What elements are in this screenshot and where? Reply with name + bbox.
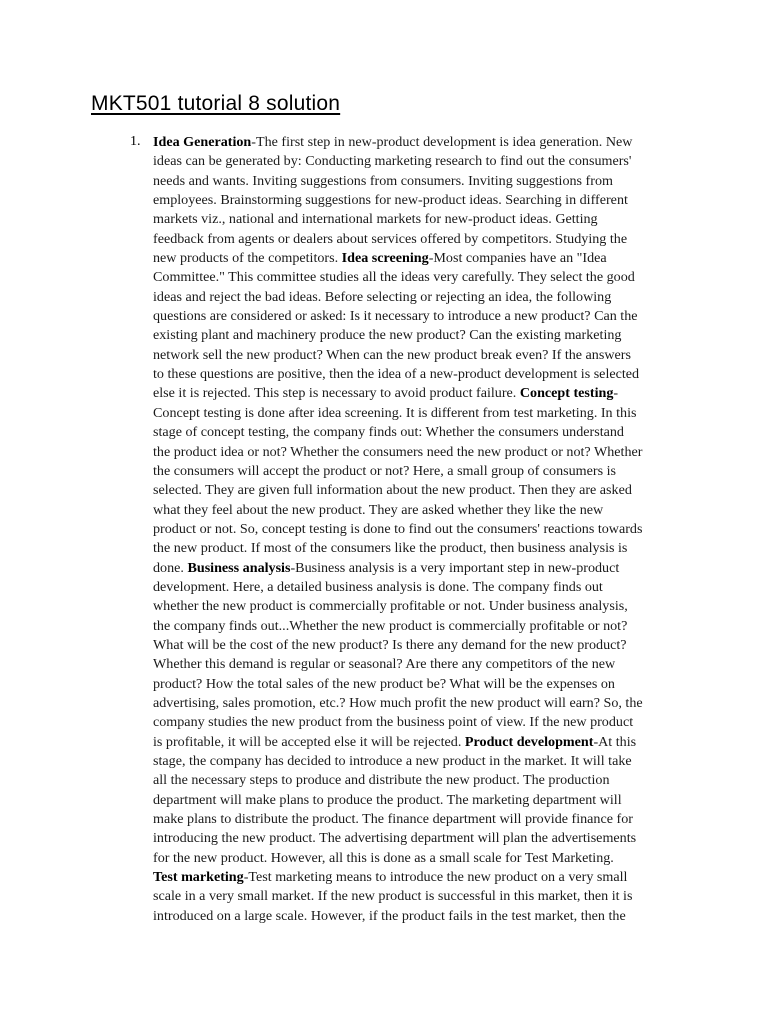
line-text: else it is rejected. This step is necessary to avoid product failure. <box>153 385 520 402</box>
line-text: make plans to distribute the product. The finance department will provide finance for <box>153 811 633 828</box>
text-line <box>153 133 685 152</box>
line-text: ideas and reject the bad ideas. Before selecting or rejecting an idea, the following <box>153 288 612 305</box>
text-line <box>153 501 685 520</box>
line-text: advertising, sales promotion, etc.? How much profit the new product will earn? So, the <box>153 694 643 711</box>
line-text: the product idea or not? Whether the consumers need the new product or not? Whether <box>153 443 643 460</box>
text-line <box>153 210 685 229</box>
step-heading: Idea screening <box>341 250 429 267</box>
line-text: the consumers will accept the product or not? Here, a small group of consumers is <box>153 462 617 479</box>
text-line <box>153 307 685 326</box>
line-text: department will make plans to produce the product. The marketing department will <box>153 791 622 808</box>
line-text: -Test marketing means to introduce the new product on a very small <box>243 869 628 886</box>
text-line <box>153 694 685 713</box>
text-line <box>153 578 685 597</box>
text-line <box>153 907 685 926</box>
line-text: existing plant and machinery produce the new product? Can the existing marketing <box>153 327 622 344</box>
line-text: the new product. If most of the consumers like the product, then business analysis is <box>153 540 628 557</box>
text-line <box>153 597 685 616</box>
document-title: MKT501 tutorial 8 solution <box>91 92 341 115</box>
line-text: -The first step in new-product development is idea generation. New <box>251 134 633 150</box>
text-line <box>153 655 685 674</box>
text-line <box>153 810 685 829</box>
text-line <box>153 520 685 539</box>
text-line <box>153 771 685 790</box>
line-text: the company finds out...Whether the new product is commercially profitable or not? <box>153 617 628 634</box>
line-text: -Most companies have an "Idea <box>428 250 607 267</box>
line-text: done. <box>153 559 188 576</box>
text-line <box>153 829 685 848</box>
text-line <box>153 384 685 403</box>
line-text: selected. They are given full information about the new product. Then they are asked <box>153 482 632 499</box>
line-text: -At this <box>593 733 637 750</box>
text-line <box>153 172 685 191</box>
list-item-body <box>153 133 685 933</box>
step-heading: Business analysis <box>187 559 291 576</box>
text-line <box>153 752 685 771</box>
line-text: whether the new product is commercially profitable or not. Under business analysis, <box>153 598 628 615</box>
line-text: network sell the new product? When can the new product break even? If the answers <box>153 346 631 363</box>
line-text: Whether this demand is regular or seasonal? Are there any competitors of the new <box>153 656 616 673</box>
line-text: markets viz., national and international markets for new-product ideas. Getting <box>153 211 598 228</box>
line-text: to these questions are positive, then the idea of a new-product development is selected <box>153 366 640 383</box>
line-text: Concept testing is done after idea screening. It is different from test marketing. In this <box>153 404 637 421</box>
text-line <box>153 423 685 442</box>
text-line <box>153 230 685 249</box>
text-line <box>153 636 685 655</box>
line-text: is profitable, it will be accepted else it will be rejected. <box>153 733 465 750</box>
text-line <box>153 887 685 906</box>
text-line <box>153 675 685 694</box>
text-line <box>153 268 685 287</box>
line-text: questions are considered or asked: Is it necessary to introduce a new product? Can the <box>153 308 638 325</box>
text-line <box>153 868 685 887</box>
text-line <box>153 539 685 558</box>
line-text: stage of concept testing, the company finds out: Whether the consumers understand <box>153 424 624 441</box>
line-text: stage, the company has decided to introduce a new product in the market. It will take <box>153 753 632 769</box>
line-text: what they feel about the new product. They are asked whether they like the new <box>153 501 604 518</box>
text-line <box>153 443 685 462</box>
line-text: introducing the new product. The advertising department will plan the advertisements <box>153 830 637 847</box>
text-line <box>153 326 685 345</box>
line-text: feedback from agents or dealers about services offered by competitors. Studying the <box>153 230 628 247</box>
text-line <box>153 733 685 752</box>
line-text: product or not. So, concept testing is done to find out the consumers' reactions towards <box>153 520 643 537</box>
text-line <box>153 791 685 810</box>
line-text: product? How the total sales of the new product be? What will be the expenses on <box>153 675 615 692</box>
text-line <box>153 346 685 365</box>
line-text: new products of the competitors. <box>153 250 342 267</box>
text-line <box>153 559 685 578</box>
line-text: What will be the cost of the new product? Is there any demand for the new product? <box>153 636 627 653</box>
line-text: for the new product. However, all this is done as a small scale for Test Marketing. <box>153 849 614 866</box>
text-line <box>153 152 685 171</box>
line-text: company studies the new product from the business point of view. If the new product <box>153 714 634 731</box>
step-heading: Concept testing <box>519 385 614 402</box>
text-line <box>153 481 685 500</box>
text-line <box>153 288 685 307</box>
line-text: - <box>613 385 619 402</box>
line-text: -Business analysis is a very important step in new-product <box>290 559 620 576</box>
step-heading: Product development <box>464 733 594 750</box>
line-text: Committee." This committee studies all the ideas very carefully. They select the good <box>153 269 635 286</box>
text-line <box>153 462 685 481</box>
step-heading: Test marketing <box>153 869 244 886</box>
text-line <box>153 191 685 210</box>
line-text: introduced on a large scale. However, if the product fails in the test market, then the <box>153 907 626 924</box>
text-line <box>153 617 685 636</box>
line-text: scale in a very small market. If the new product is successful in this market, then it is <box>153 888 633 905</box>
line-text: needs and wants. Inviting suggestions from consumers. Inviting suggestions from <box>153 172 613 189</box>
list-item-number: 1. <box>130 133 141 149</box>
text-line <box>153 713 685 732</box>
step-heading: Idea Generation <box>153 134 252 150</box>
text-line <box>153 365 685 384</box>
line-text: all the necessary steps to produce and distribute the new product. The production <box>153 772 610 789</box>
line-text: development. Here, a detailed business analysis is done. The company finds out <box>153 578 603 595</box>
line-text: employees. Brainstorming suggestions for new-product ideas. Searching in different <box>153 192 628 209</box>
line-text: ideas can be generated by: Conducting marketing research to find out the consumers' <box>153 153 632 170</box>
text-line <box>153 249 685 268</box>
text-line <box>153 404 685 423</box>
text-line <box>153 849 685 868</box>
